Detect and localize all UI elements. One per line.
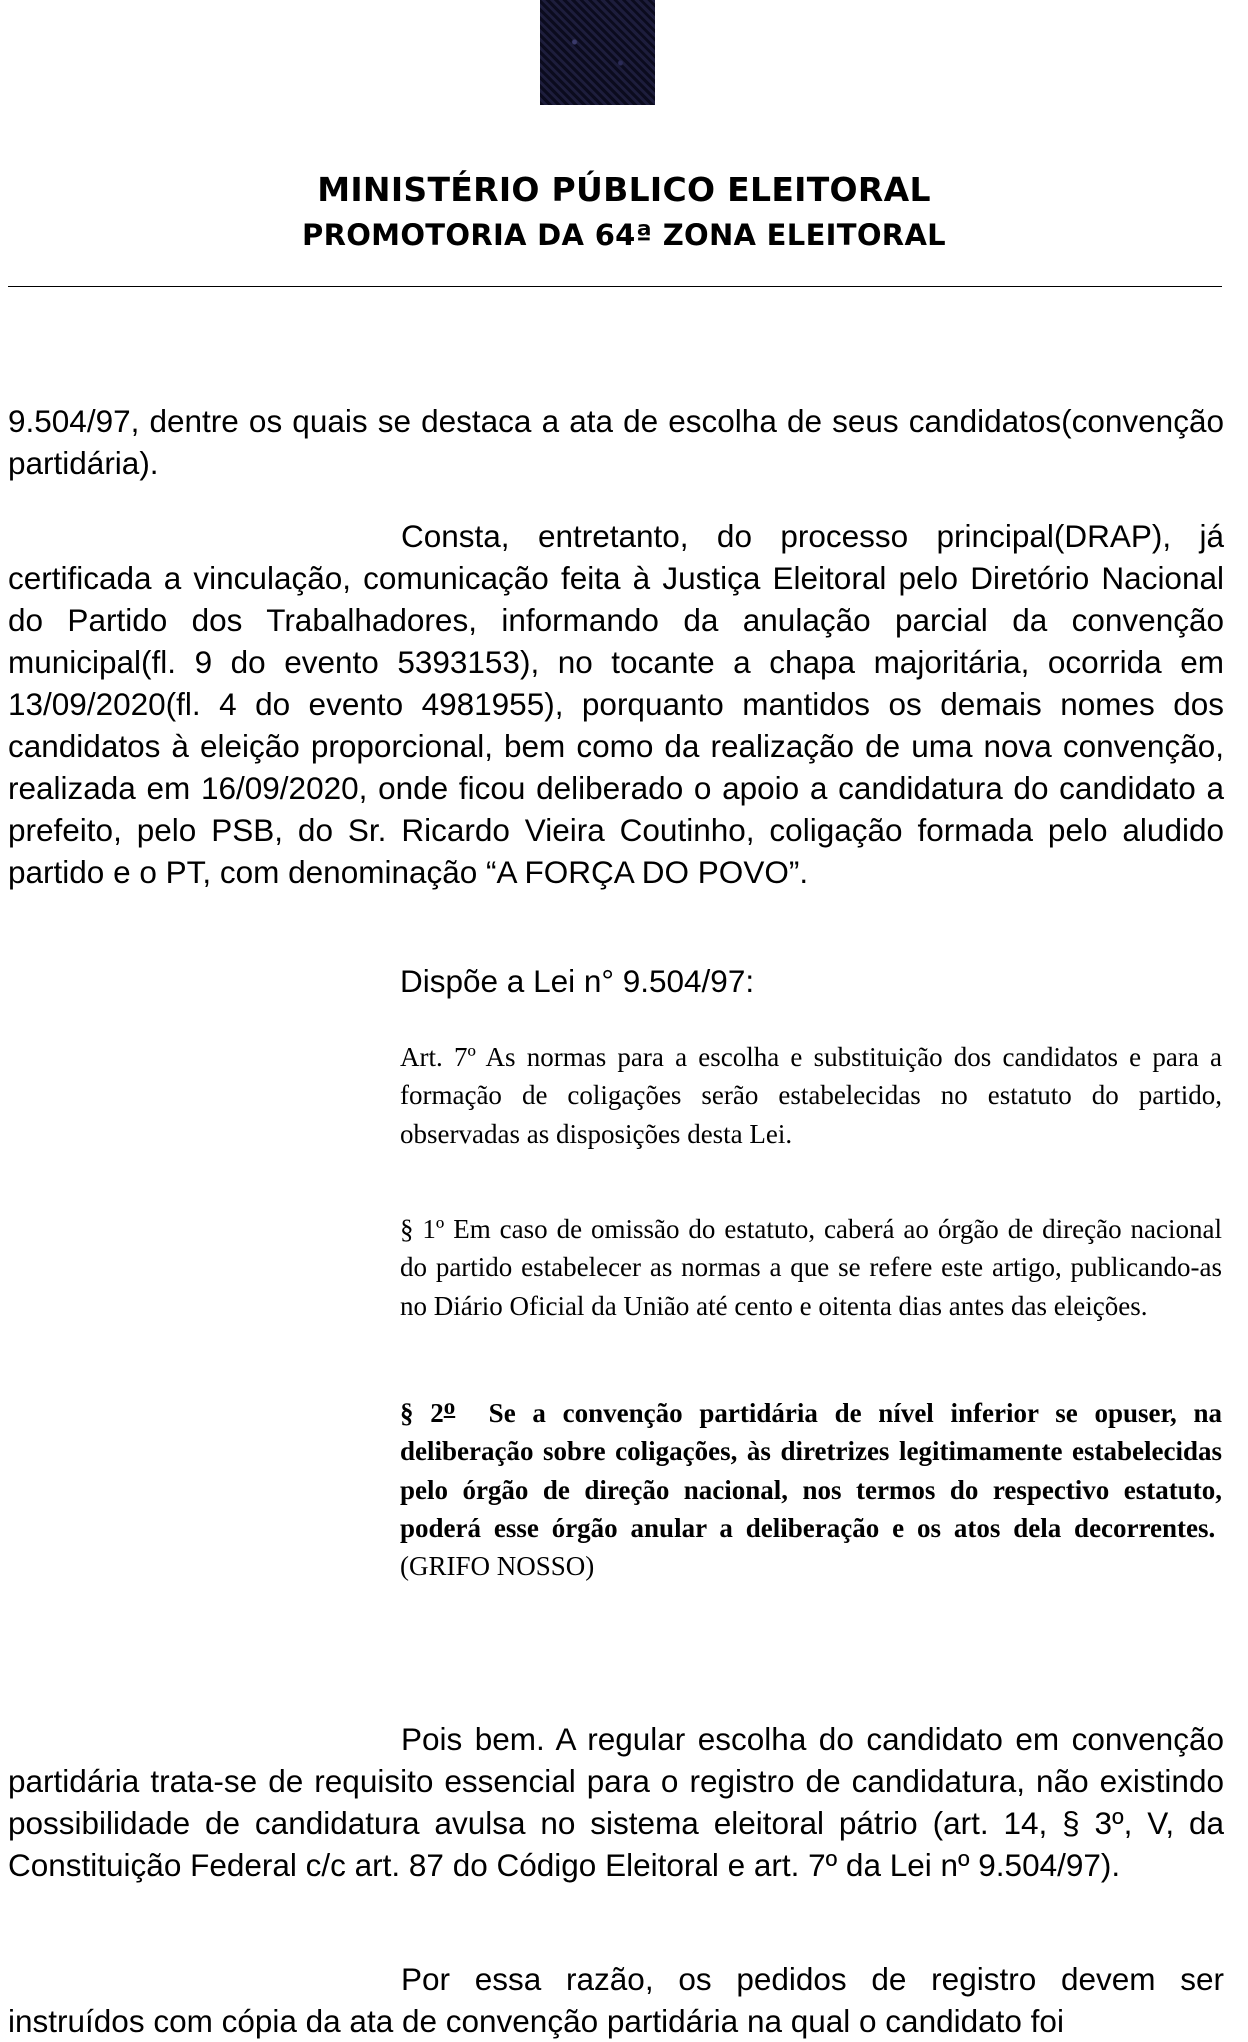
quote-paragraph-2-text: Se a convenção partidária de nível inferior se opuser, na deliberação sobre coligações, às diretrizes legitimamente estabelecidas pelo órgão de direção nacional, nos termos do respectivo estatuto, poderá esse órgão anular a deliberação e os atos dela decorrentes. — [400, 1398, 1222, 1543]
header-rule — [8, 286, 1222, 287]
header-institution: MINISTÉRIO PÚBLICO ELEITORAL — [317, 170, 931, 209]
law-intro: Dispõe a Lei n° 9.504/97: — [400, 963, 755, 999]
paragraph-pois-bem: Pois bem. A regular escolha do candidato em convenção partidária trata-se de requisito essencial para o registro de candidatura, não existindo possibilidade de candidatura avulsa no sistema eleitoral pátrio (art. 14, § 3º, V, da Constituição Federal c/c art. 87 do Código Eleitoral e art. 7º da Lei nº 9.504/97). — [8, 1721, 1224, 1883]
quote-paragraph-2-ordinal: o — [443, 1394, 456, 1419]
quote-emphasis-note: (GRIFO NOSSO) — [400, 1551, 595, 1582]
quote-paragraph-2 — [400, 1388, 1222, 1586]
coat-of-arms-image — [540, 0, 655, 105]
quote-paragraph-1: § 1º Em caso de omissão do estatuto, caberá ao órgão de direção nacional do partido estabelecer as normas a que se refere este artigo, publicando-as no Diário Oficial da União até cento e oitenta dias antes das eleições. — [400, 1214, 1222, 1321]
paragraph-por-essa-razao: Por essa razão, os pedidos de registro devem ser instruídos com cópia da ata de convenção partidária na qual o candidato foi — [8, 1961, 1224, 2039]
quote-art-7: Art. 7º As normas para a escolha e substituição dos candidatos e para a formação de coligações serão estabelecidas no estatuto do partido, observadas as disposições desta Lei. — [400, 1042, 1222, 1149]
header-office: PROMOTORIA DA 64ª ZONA ELEITORAL — [302, 218, 946, 252]
paragraph-consta: Consta, entretanto, do processo principal(DRAP), já certificada a vinculação, comunicação feita à Justiça Eleitoral pelo Diretório Nacional do Partido dos Trabalhadores, informando da anulação parcial da convenção municipal(fl. 9 do evento 5393153), no tocante a chapa majoritária, ocorrida em 13/09/2020(fl. 4 do evento 4981955), porquanto mantidos os demais nomes dos candidatos à eleição proporcional, bem como da realização de uma nova convenção, realizada em 16/09/2020, onde ficou deliberado o apoio a candidatura do candidato a prefeito, pelo PSB, do Sr. Ricardo Vieira Coutinho, coligação formada pelo aludido partido e o PT, com denominação “A FORÇA DO POVO”. — [8, 518, 1224, 890]
quote-paragraph-2-symbol: § 2 — [400, 1398, 444, 1429]
paragraph-continuation: 9.504/97, dentre os quais se destaca a ata de escolha de seus candidatos(convenção partidária). — [8, 403, 1224, 481]
